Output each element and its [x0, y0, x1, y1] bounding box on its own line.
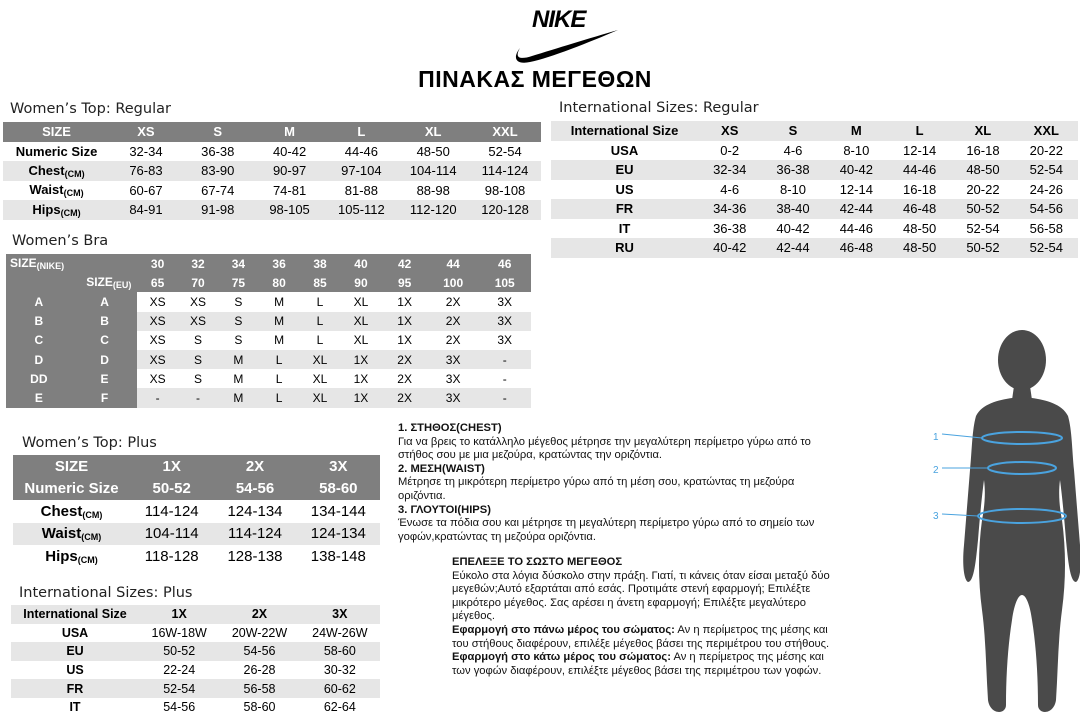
- table-row: [3, 161, 541, 181]
- marker-1: 1: [933, 432, 939, 443]
- header-cell: SIZE: [42, 124, 71, 140]
- row-label: Numeric Size: [15, 143, 98, 159]
- marker-2: 2: [933, 465, 939, 476]
- cell: 60-62: [323, 681, 356, 696]
- header-cell: 1X: [162, 457, 181, 475]
- cup-nike: DD: [6, 369, 72, 388]
- cell: 52-54: [1029, 162, 1063, 178]
- cell: 2X: [445, 333, 461, 348]
- cell: 2X: [397, 371, 412, 386]
- header-cell: L: [357, 124, 366, 140]
- cell: L: [275, 371, 283, 386]
- cell: S: [234, 294, 243, 309]
- band-cell: 44: [446, 256, 460, 271]
- cell: 4-6: [783, 142, 803, 158]
- header-cell: L: [915, 123, 924, 139]
- cell: 52-54: [488, 143, 522, 159]
- table-header-row: [11, 605, 380, 624]
- cell: 138-148: [310, 547, 366, 565]
- row-label: EU: [615, 162, 634, 178]
- row-label: Chest$_{(CM)}$: [28, 162, 85, 179]
- cell: L: [316, 294, 324, 309]
- table-row: [11, 624, 380, 643]
- cup-eu: B: [72, 312, 138, 331]
- cell: -: [155, 390, 160, 405]
- cell: 48-50: [903, 220, 937, 236]
- cell: 112-120: [409, 202, 457, 218]
- cell: 24-26: [1029, 181, 1063, 197]
- intl-plus-title: International Sizes: Plus: [19, 585, 193, 601]
- band-cell: 90: [354, 275, 368, 290]
- cell: 32-34: [713, 162, 747, 178]
- cell: 76-83: [129, 163, 163, 179]
- cell: 16-18: [966, 142, 1000, 158]
- band-cell: 65: [150, 275, 165, 290]
- header-cell: 2X: [251, 607, 268, 622]
- cell: 104-114: [409, 163, 457, 179]
- cell: 40-42: [713, 240, 747, 256]
- bra-nike-band-row: [6, 254, 531, 273]
- cell: 2X: [397, 390, 412, 405]
- header-cell: XS: [137, 124, 155, 140]
- lower-body-fit: Εφαρμογή στο κάτω μέρος του σώματος: Αν η περίμετρος της μέσης και των γοφών διαφέρουν, επιλέξτε μέγεθος βάσει της περιμέτρου των γοφών.: [452, 651, 824, 677]
- row-label: USA: [61, 625, 89, 640]
- header-cell: S: [213, 124, 223, 140]
- header-cell: 2X: [245, 457, 265, 475]
- header-cell: XL: [424, 124, 442, 140]
- header-cell: XS: [721, 123, 739, 139]
- cell: 124-134: [310, 525, 366, 543]
- cell: 52-54: [1029, 240, 1063, 256]
- cell: 24W-26W: [312, 625, 368, 640]
- swoosh-icon: [510, 6, 620, 64]
- table-row: [11, 661, 380, 680]
- cell: 12-14: [903, 142, 937, 158]
- cell: 97-104: [341, 163, 382, 179]
- table-row: [551, 219, 1078, 239]
- row-label: FR: [615, 201, 634, 217]
- cell: 54-56: [243, 644, 276, 659]
- table-header-row: [3, 122, 541, 142]
- cell: 40-42: [776, 220, 810, 236]
- cell: 42-44: [776, 240, 810, 256]
- intl-regular-title: International Sizes: Regular: [559, 100, 759, 116]
- band-cell: 46: [498, 256, 512, 271]
- cell: 52-54: [966, 220, 1000, 236]
- cell: M: [274, 294, 285, 309]
- header-cell: 1X: [171, 607, 187, 622]
- table-row: [3, 142, 541, 162]
- cell: 90-97: [272, 163, 307, 179]
- cell: 81-88: [344, 182, 378, 198]
- band-cell: 100: [443, 275, 464, 290]
- table-row: [6, 388, 531, 407]
- waist-text: Μέτρησε τη μικρότερη περίμετρο γύρω από τη μέση σου, κρατώντας τη μεζούρα οριζόντια.: [398, 476, 795, 502]
- cell: -: [196, 390, 200, 405]
- row-label: Hips$_{(CM)}$: [45, 547, 98, 565]
- cell: 56-58: [1029, 220, 1063, 236]
- band-cell: 38: [313, 256, 327, 271]
- table-row: [551, 141, 1078, 161]
- row-label: Waist$_{(CM)}$: [41, 525, 102, 543]
- cell: 54-56: [163, 700, 196, 715]
- cup-eu: F: [72, 388, 138, 407]
- womens-top-plus-title: Women’s Top: Plus: [22, 435, 157, 451]
- cell: 26-28: [243, 663, 276, 678]
- table-row: [13, 478, 380, 501]
- cell: 1X: [353, 352, 369, 367]
- cell: 2X: [445, 294, 461, 309]
- band-cell: 95: [397, 275, 412, 290]
- womens-bra-title: Women’s Bra: [12, 233, 109, 249]
- table-row: [11, 679, 380, 698]
- cell: 3X: [497, 333, 513, 348]
- upper-body-fit: Εφαρμογή στο πάνω μέρος του σώματος: Αν η περίμετρος της μέσης και του στήθους διαφέρουν, επιλέξε μέγεθος βάσει της περιμέτρου του στήθους.: [452, 623, 830, 650]
- band-cell: 30: [150, 256, 165, 271]
- row-label: Waist$_{(CM)}$: [29, 182, 84, 199]
- cell: S: [194, 371, 203, 386]
- cell: S: [194, 352, 203, 367]
- cell: XL: [312, 352, 328, 367]
- intl-regular-table: [551, 121, 1078, 258]
- cell: 56-58: [243, 681, 276, 696]
- row-label: US: [615, 181, 634, 197]
- cell: M: [274, 314, 285, 329]
- cell: 91-98: [201, 202, 235, 218]
- cell: -: [502, 352, 507, 367]
- cup-nike: D: [6, 350, 72, 369]
- cell: 12-14: [839, 181, 873, 197]
- cell: 44-46: [903, 162, 937, 178]
- cell: 52-54: [163, 681, 196, 696]
- cell: 118-128: [144, 547, 199, 565]
- cup-eu: D: [72, 350, 138, 369]
- header-cell: M: [850, 123, 862, 139]
- cup-nike: A: [6, 292, 72, 311]
- cell: 30-32: [323, 663, 356, 678]
- cell: XS: [149, 352, 166, 367]
- cell: 120-128: [481, 202, 529, 218]
- size-eu-label: $SIZE_{(EU)}$: [86, 275, 132, 291]
- band-cell: 40: [354, 256, 368, 271]
- header-cell: XXL: [1033, 123, 1059, 139]
- cell: XL: [312, 371, 328, 386]
- page-title: ΠΙΝΑΚΑΣ ΜΕΓΕΘΩΝ: [418, 66, 652, 92]
- cell: 67-74: [201, 182, 235, 198]
- cell: 58-60: [243, 700, 276, 715]
- cell: L: [316, 333, 324, 348]
- cell: 36-38: [776, 162, 810, 178]
- cell: 48-50: [903, 240, 937, 256]
- cell: 2X: [397, 352, 412, 367]
- cell: 16-18: [903, 181, 937, 197]
- header-cell: 3X: [332, 607, 348, 622]
- waist-heading: 2. ΜΕΣΗ(WAIST): [398, 462, 485, 475]
- cell: 38-40: [776, 201, 810, 217]
- cell: 2X: [445, 314, 461, 329]
- cell: S: [194, 333, 203, 348]
- cell: 60-67: [129, 182, 163, 198]
- cell: 1X: [353, 390, 369, 405]
- band-cell: 32: [191, 256, 205, 271]
- womens-top-plus-table: [13, 455, 380, 568]
- table-header-row: [13, 455, 380, 478]
- header-cell: International Size: [570, 123, 679, 139]
- cell: 46-48: [903, 201, 937, 217]
- cell: 124-134: [227, 502, 283, 520]
- table-row: [551, 199, 1078, 219]
- row-label: Hips$_{(CM)}$: [32, 201, 81, 218]
- choose-size-section: [452, 556, 844, 678]
- cell: 3X: [445, 390, 461, 405]
- body-silhouette: [963, 330, 1080, 712]
- cell: XL: [312, 390, 328, 405]
- cell: 34-36: [713, 201, 747, 217]
- chest-text: Για να βρεις το κατάλληλο μέγεθος μέτρησε την μεγαλύτερη περίμετρο γύρω από το στήθος σου με μια μεζούρα, κρατώντας την οριζόντια.: [398, 435, 811, 462]
- row-label: USA: [610, 142, 639, 158]
- cell: 3X: [445, 371, 461, 386]
- cell: L: [275, 390, 283, 405]
- cup-eu: C: [72, 331, 138, 350]
- cell: XS: [149, 294, 166, 309]
- choose-size-heading: ΕΠΕΛΕΞΕ ΤΟ ΣΩΣΤΟ ΜΕΓΕΘΟΣ: [452, 556, 623, 568]
- cup-nike: B: [6, 312, 72, 331]
- table-row: [11, 698, 380, 717]
- table-header-row: [551, 121, 1078, 141]
- row-label: IT: [69, 700, 81, 715]
- table-row: [3, 181, 541, 201]
- header-cell: S: [788, 123, 798, 139]
- header-cell: M: [284, 124, 295, 140]
- band-cell: 36: [272, 256, 286, 271]
- cell: M: [274, 333, 285, 348]
- table-row: [3, 200, 541, 220]
- table-row: [6, 369, 531, 388]
- cell: M: [233, 390, 244, 405]
- band-cell: 42: [397, 256, 412, 271]
- cell: 83-90: [201, 163, 235, 179]
- cell: 105-112: [338, 202, 385, 218]
- cell: 1X: [353, 371, 369, 386]
- cell: 62-64: [323, 700, 356, 715]
- band-cell: 75: [231, 275, 246, 290]
- table-row: [551, 238, 1078, 258]
- cell: M: [233, 371, 244, 386]
- cell: XL: [353, 294, 369, 309]
- womens-top-regular-title: Women’s Top: Regular: [10, 101, 171, 117]
- measure-instructions: [398, 422, 838, 544]
- chest-heading: 1. ΣΤΗΘΟΣ(CHEST): [398, 422, 502, 434]
- row-label: FR: [66, 681, 84, 696]
- choose-size-text: Εύκολο στα λόγια δύσκολο στην πράξη. Γιατί, τι κάνεις όταν είσαι μεταξύ δύο μεγεθών;Αυτό εξαρτάται από εσάς. Προτιμάτε στενή εφαρμογή; Επιλέξτε μικρότερο μέγεθος. Σας αρέσει η άνετη εφαρμογή; Επιλέξτε μεγαλύτερο μέγεθος.: [452, 569, 830, 623]
- row-label: EU: [66, 644, 84, 659]
- cell: S: [234, 314, 243, 329]
- intl-plus-table: [11, 605, 380, 717]
- cell: 1X: [397, 314, 412, 329]
- cell: 20-22: [966, 181, 1000, 197]
- cell: 36-38: [713, 220, 747, 236]
- womens-bra-table: [6, 254, 531, 408]
- band-cell: 70: [191, 275, 205, 290]
- cup-eu: A: [72, 292, 138, 311]
- cell: XS: [149, 371, 166, 386]
- cell: 50-52: [966, 201, 1000, 217]
- cup-nike: E: [6, 388, 72, 407]
- cell: 44-46: [839, 220, 873, 236]
- cell: M: [233, 352, 244, 367]
- row-label: US: [66, 663, 84, 678]
- cell: 50-52: [163, 644, 196, 659]
- cell: 20-22: [1029, 142, 1063, 158]
- band-cell: 80: [272, 275, 286, 290]
- nike-wordmark: NIKE: [532, 6, 586, 33]
- row-label: IT: [618, 220, 631, 236]
- cell: 114-124: [228, 525, 282, 543]
- header-cell: 3X: [329, 457, 348, 475]
- cell: 8-10: [780, 181, 807, 197]
- cell: 128-138: [227, 547, 283, 565]
- cell: 98-108: [484, 182, 526, 198]
- cell: 44-46: [344, 143, 378, 159]
- cell: 16W-18W: [151, 625, 207, 640]
- table-row: [13, 500, 380, 523]
- marker-3: 3: [933, 511, 939, 522]
- row-label: RU: [615, 240, 634, 256]
- womens-top-regular-table: [3, 122, 541, 220]
- header-cell: XL: [974, 123, 992, 139]
- cell: XS: [190, 294, 207, 309]
- cell: 58-60: [319, 480, 358, 498]
- header-cell: XXL: [492, 124, 518, 140]
- cell: 114-124: [144, 502, 199, 520]
- body-figure: [920, 320, 1080, 720]
- table-row: [11, 642, 380, 661]
- cell: S: [234, 333, 243, 348]
- cell: XS: [190, 314, 207, 329]
- cell: 50-52: [966, 240, 1000, 256]
- cell: 3X: [497, 314, 513, 329]
- cell: 84-91: [129, 202, 163, 218]
- cell: 40-42: [272, 143, 307, 159]
- table-row: [6, 292, 531, 311]
- size-nike-label: $SIZE_{(NIKE)}$: [10, 256, 65, 272]
- cell: 32-34: [129, 143, 163, 159]
- cell: 54-56: [1029, 201, 1063, 217]
- cell: 134-144: [310, 502, 366, 520]
- cell: 4-6: [720, 181, 740, 197]
- band-cell: 85: [313, 275, 327, 290]
- table-row: [13, 545, 380, 568]
- cup-nike: C: [6, 331, 72, 350]
- cell: 1X: [397, 294, 412, 309]
- cell: 54-56: [235, 480, 275, 498]
- bra-eu-band-row: [6, 273, 531, 292]
- nike-logo: [510, 6, 620, 64]
- hips-heading: 3. ΓΛΟΥΤΟΙ(HIPS): [398, 503, 491, 516]
- hips-text: Ένωσε τα πόδια σου και μέτρησε τη μεγαλύτερη περίμετρο γύρω από το σημείο των γοφών,κρατώντας τη μεζούρα οριζόντια.: [398, 517, 815, 543]
- cell: XS: [149, 314, 166, 329]
- cell: 1X: [397, 333, 412, 348]
- cell: L: [316, 314, 324, 329]
- cell: -: [502, 371, 507, 386]
- cell: 0-2: [720, 142, 740, 158]
- cell: 36-38: [201, 143, 235, 159]
- cell: -: [502, 390, 507, 405]
- cell: 40-42: [839, 162, 873, 178]
- cell: XL: [353, 314, 369, 329]
- band-cell: 105: [494, 275, 515, 290]
- cell: 98-105: [269, 202, 310, 218]
- cell: XL: [353, 333, 369, 348]
- cell: 20W-22W: [231, 625, 288, 640]
- cell: 88-98: [416, 182, 450, 198]
- table-row: [551, 180, 1078, 200]
- cell: 74-81: [272, 182, 307, 198]
- cell: 58-60: [323, 644, 356, 659]
- cell: XS: [149, 333, 166, 348]
- cup-eu: E: [72, 369, 138, 388]
- cell: 104-114: [144, 525, 199, 543]
- cell: 48-50: [966, 162, 1000, 178]
- row-label: Chest$_{(CM)}$: [40, 502, 103, 520]
- row-label: Numeric Size: [24, 480, 119, 498]
- band-cell: 34: [231, 256, 246, 271]
- cell: 50-52: [152, 480, 191, 498]
- table-row: [6, 350, 531, 369]
- header-cell: International Size: [23, 607, 127, 622]
- cell: 46-48: [839, 240, 873, 256]
- cell: 3X: [445, 352, 461, 367]
- table-row: [551, 160, 1078, 180]
- cell: 3X: [497, 294, 513, 309]
- cell: 114-124: [481, 163, 529, 179]
- cell: 48-50: [416, 143, 450, 159]
- table-row: [6, 331, 531, 350]
- cell: L: [275, 352, 283, 367]
- cell: 42-44: [839, 201, 873, 217]
- header-cell: SIZE: [54, 457, 89, 475]
- table-row: [13, 523, 380, 546]
- cell: 8-10: [843, 142, 870, 158]
- table-row: [6, 312, 531, 331]
- cell: 22-24: [163, 663, 196, 678]
